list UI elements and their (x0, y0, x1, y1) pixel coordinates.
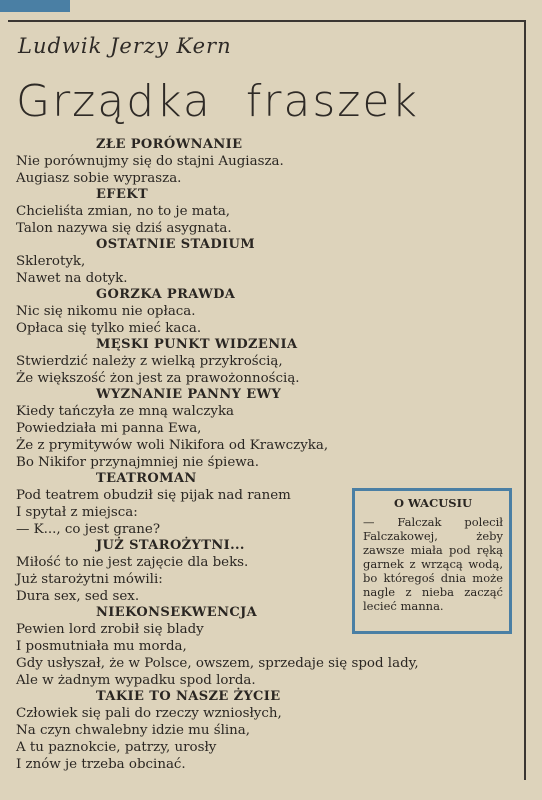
poem (16, 689, 366, 773)
poem-line: Talon nazywa się dziś asygnata. (16, 221, 232, 236)
poem-line: Augiasz sobie wyprasza. (16, 171, 182, 186)
poem-line: Miłość to nie jest zajęcie dla beks. (16, 555, 249, 570)
poem-line: Człowiek się pali do rzeczy wzniosłych, (16, 706, 282, 721)
article-title: Grządka fraszek (16, 76, 419, 127)
poem-line: Ale w żadnym wypadku spod lorda. (16, 673, 256, 688)
poem-line: Nie porównujmy się do stajni Augiasza. (16, 154, 284, 169)
poem-heading: TAKIE TO NASZE ŻYCIE (96, 689, 281, 704)
poem (16, 538, 366, 605)
poem-line: Pewien lord zrobił się blady (16, 622, 204, 637)
poem-line: Że większość żon jest za prawożonnością. (16, 371, 300, 386)
aside-box (352, 488, 512, 634)
poem (16, 137, 366, 187)
poem-line: Dura sex, sed sex. (16, 589, 140, 604)
poem-line: Gdy usłyszał, że w Polsce, owszem, sprzedaje się spod lady, (16, 656, 419, 671)
poem (16, 337, 366, 387)
poem-line: I znów je trzeba obcinać. (16, 757, 186, 772)
poem-line: Pod teatrem obudził się pijak nad ranem (16, 488, 291, 503)
poem (16, 287, 366, 337)
poems-column (16, 137, 419, 773)
poem-heading: ZŁE PORÓWNANIE (96, 137, 243, 152)
poem (16, 387, 366, 471)
poem-heading: EFEKT (96, 187, 149, 202)
poem-line: Że z prymitywów woli Nikifora od Krawczyka, (16, 438, 329, 453)
poem (16, 471, 366, 538)
poem-heading: WYZNANIE PANNY EWY (96, 387, 282, 402)
poem-line: Już starożytni mówili: (16, 572, 163, 587)
poem-line: Na czyn chwalebny idzie mu ślina, (16, 723, 251, 738)
poem-heading: NIEKONSEKWENCJA (96, 605, 258, 620)
poem-heading: GORZKA PRAWDA (96, 287, 236, 302)
poem-line: Nawet na dotyk. (16, 271, 128, 286)
poem-heading: OSTATNIE STADIUM (96, 237, 256, 252)
author-name: Ludwik Jerzy Kern (18, 34, 232, 58)
poem-heading: JUŻ STAROŻYTNI... (96, 538, 245, 553)
poem (16, 187, 366, 237)
poem-line: Stwierdzić należy z wielką przykrością, (16, 354, 283, 369)
poem-line: Kiedy tańczyła ze mną walczyka (16, 404, 235, 419)
poem-line: I spytał z miejsca: (16, 505, 138, 520)
poem-line: Chcieliśta zmian, no to je mata, (16, 204, 231, 219)
aside-heading: O WACUSIU (393, 496, 473, 510)
poem-line: Bo Nikifor przynajmniej nie śpiewa. (16, 455, 259, 470)
poem-line: A tu paznokcie, patrzy, urosły (16, 740, 217, 755)
poem-line: I posmutniała mu morda, (16, 639, 187, 654)
poem-line: Powiedziała mi panna Ewa, (16, 421, 202, 436)
poem-line: — K..., co jest grane? (16, 522, 161, 537)
poem (16, 605, 419, 689)
poem-heading: TEATROMAN (96, 471, 197, 486)
poem-line: Opłaca się tylko mieć kaca. (16, 321, 202, 336)
poem-line: Sklerotyk, (16, 254, 86, 269)
poem (16, 237, 366, 287)
blue-corner-tab (0, 0, 70, 12)
poem-line: Nic się nikomu nie opłaca. (16, 304, 196, 319)
poem-heading: MĘSKI PUNKT WIDZENIA (96, 337, 298, 352)
aside-text: — Falczak polecił Falczakowej, żeby zawsze miała pod ręką garnek z wrzącą wodą, bo któregoś dnia może nagle z nieba zacząć lecieć manna. (363, 515, 503, 613)
